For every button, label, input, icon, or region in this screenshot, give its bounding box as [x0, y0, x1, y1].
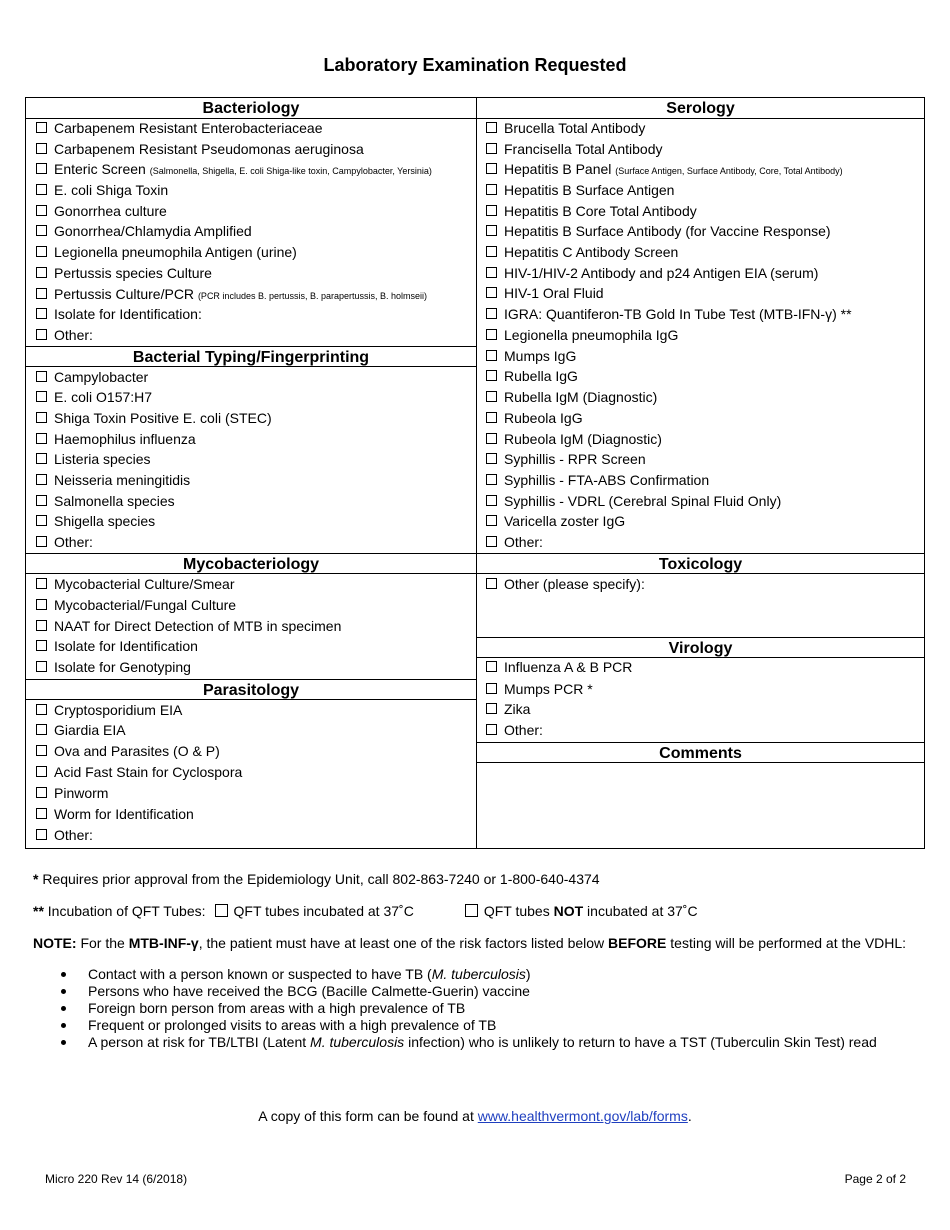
checkbox-icon[interactable]: [36, 246, 47, 257]
item-label: Syphillis - RPR Screen: [504, 451, 646, 467]
checkbox-icon[interactable]: [36, 453, 47, 464]
qft-label: Incubation of QFT Tubes:: [43, 903, 206, 919]
checkbox-icon[interactable]: [36, 474, 47, 485]
mycobacteriology-item[interactable]: [36, 657, 472, 677]
checkbox-icon[interactable]: [486, 433, 497, 444]
bacteriology-item[interactable]: [36, 304, 472, 324]
item-label: Cryptosporidium EIA: [54, 702, 183, 718]
copy-text: A copy of this form can be found at: [258, 1108, 478, 1124]
item-label: Hepatitis B Surface Antibody (for Vaccine Response): [504, 223, 831, 239]
parasitology-item[interactable]: [36, 741, 472, 761]
item-note: (Surface Antigen, Surface Antibody, Core, Total Antibody): [615, 166, 843, 176]
item-note: (Salmonella, Shigella, E. coli Shiga-like toxin, Campylobacter, Yersinia): [149, 166, 432, 176]
serology-item[interactable]: [486, 304, 921, 324]
checkbox-icon[interactable]: [486, 308, 497, 319]
bullet-text: Foreign born person from areas with a high prevalence of TB: [88, 1000, 466, 1016]
typing-item[interactable]: [36, 367, 472, 387]
list-item: [55, 1017, 877, 1034]
checkbox-icon[interactable]: [486, 724, 497, 735]
checkbox-icon[interactable]: [36, 640, 47, 651]
checkbox-icon[interactable]: [486, 350, 497, 361]
serology-item[interactable]: [486, 263, 921, 283]
serology-item[interactable]: [486, 283, 921, 303]
checkbox-icon[interactable]: [486, 474, 497, 485]
checkbox-icon[interactable]: [486, 287, 497, 298]
mycobacteriology-item[interactable]: [36, 616, 472, 636]
list-item: [55, 1000, 877, 1017]
item-label: HIV-1/HIV-2 Antibody and p24 Antigen EIA (serum): [504, 265, 819, 281]
parasitology-item[interactable]: [36, 825, 472, 845]
item-label: Mumps PCR *: [504, 681, 593, 697]
note-text-2: , the patient must have at least one of the risk factors listed below: [198, 935, 609, 951]
bacteriology-item[interactable]: [36, 201, 472, 221]
checkbox-icon[interactable]: [486, 225, 497, 236]
serology-item[interactable]: [486, 449, 921, 469]
item-label: Rubella IgM (Diagnostic): [504, 389, 658, 405]
item-label: Carbapenem Resistant Pseudomonas aeruginosa: [54, 141, 364, 157]
bullet-italic: M. tuberculosis: [431, 966, 526, 982]
bullet-text-end: infection) who is unlikely to return to have a TST (Tuberculin Skin Test) read: [404, 1034, 877, 1050]
item-label: Other (please specify):: [504, 576, 645, 592]
item-label: Francisella Total Antibody: [504, 141, 663, 157]
item-label: Gonorrhea/Chlamydia Amplified: [54, 223, 252, 239]
virology-item[interactable]: [486, 699, 921, 719]
bacteriology-item[interactable]: [36, 118, 472, 138]
item-label: Mumps IgG: [504, 348, 577, 364]
parasitology-item[interactable]: [36, 783, 472, 803]
checkbox-icon[interactable]: [36, 329, 47, 340]
bullet-text: Frequent or prolonged visits to areas with a high prevalence of TB: [88, 1017, 497, 1033]
checkbox-icon[interactable]: [486, 391, 497, 402]
approval-text: Requires prior approval from the Epidemiology Unit, call 802-863-7240 or 1-800-640-4374: [38, 871, 600, 887]
mycobacteriology-header: Mycobacteriology: [26, 553, 476, 574]
item-label: Worm for Identification: [54, 806, 194, 822]
typing-item[interactable]: [36, 449, 472, 469]
item-label: Enteric Screen: [54, 161, 146, 177]
qft-not-label-bold: NOT: [553, 903, 584, 919]
serology-header: Serology: [476, 98, 925, 119]
copy-notice: [0, 1108, 950, 1124]
item-label: Pertussis species Culture: [54, 265, 212, 281]
parasitology-item[interactable]: [36, 804, 472, 824]
checkbox-icon[interactable]: [486, 122, 497, 133]
typing-item[interactable]: [36, 470, 472, 490]
qft-footnote: [33, 903, 698, 919]
serology-item[interactable]: [486, 408, 921, 428]
note-text-1: For the: [76, 935, 129, 951]
note-paragraph: [33, 935, 906, 951]
item-label: Listeria species: [54, 451, 151, 467]
item-label: Hepatitis B Core Total Antibody: [504, 203, 697, 219]
checkbox-icon[interactable]: [486, 184, 497, 195]
mycobacteriology-item[interactable]: [36, 574, 472, 594]
checkbox-icon[interactable]: [486, 683, 497, 694]
checkbox-icon[interactable]: [486, 515, 497, 526]
checkbox-icon[interactable]: [36, 829, 47, 840]
qft-incubated-checkbox[interactable]: [215, 904, 228, 917]
list-item: [55, 1034, 877, 1051]
virology-item[interactable]: [486, 679, 921, 699]
item-label: NAAT for Direct Detection of MTB in specimen: [54, 618, 342, 634]
item-label: Pertussis Culture/PCR: [54, 286, 195, 302]
qft-not-label-pre: QFT tubes: [483, 903, 554, 919]
item-label: Zika: [504, 701, 531, 717]
item-label: Other:: [54, 827, 93, 843]
item-label: IGRA: Quantiferon-TB Gold In Tube Test (MTB-IFN-γ) **: [504, 306, 852, 322]
checkbox-icon[interactable]: [486, 267, 497, 278]
checkbox-icon[interactable]: [36, 515, 47, 526]
item-label: Rubeola IgM (Diagnostic): [504, 431, 662, 447]
item-note: (PCR includes B. pertussis, B. parapertussis, B. holmseii): [197, 291, 428, 301]
serology-item[interactable]: [486, 221, 921, 241]
checkbox-icon[interactable]: [36, 745, 47, 756]
item-label: HIV-1 Oral Fluid: [504, 285, 604, 301]
item-label: Isolate for Identification:: [54, 306, 202, 322]
checkbox-icon[interactable]: [36, 225, 47, 236]
bacteriology-item[interactable]: [36, 221, 472, 241]
item-label: Rubeola IgG: [504, 410, 583, 426]
item-label: Hepatitis B Surface Antigen: [504, 182, 675, 198]
checkbox-icon[interactable]: [36, 495, 47, 506]
item-label: Ova and Parasites (O & P): [54, 743, 220, 759]
bullet-icon: [61, 1040, 66, 1045]
typing-item[interactable]: [36, 511, 472, 531]
checkbox-icon[interactable]: [36, 599, 47, 610]
page-number: Page 2 of 2: [844, 1172, 906, 1186]
virology-item[interactable]: [486, 720, 921, 740]
bacteriology-item[interactable]: [36, 242, 472, 262]
note-label: NOTE:: [33, 935, 77, 951]
item-label: Haemophilus influenza: [54, 431, 196, 447]
item-label: Campylobacter: [54, 369, 149, 385]
item-label: Shigella species: [54, 513, 156, 529]
mycobacteriology-item[interactable]: [36, 636, 472, 656]
serology-item[interactable]: [486, 387, 921, 407]
bacteriology-item[interactable]: [36, 139, 472, 159]
bullet-italic: M. tuberculosis: [310, 1034, 405, 1050]
item-label: Carbapenem Resistant Enterobacteriaceae: [54, 120, 323, 136]
checkbox-icon[interactable]: [486, 536, 497, 547]
serology-item[interactable]: [486, 366, 921, 386]
checkbox-icon[interactable]: [36, 205, 47, 216]
right-column: [476, 98, 925, 848]
left-column: [26, 98, 477, 848]
checkbox-icon[interactable]: [486, 246, 497, 257]
serology-item[interactable]: [486, 159, 921, 179]
item-label: Syphillis - VDRL (Cerebral Spinal Fluid Only): [504, 493, 782, 509]
typing-item[interactable]: [36, 387, 472, 407]
typing-item[interactable]: [36, 491, 472, 511]
bacteriology-item[interactable]: [36, 284, 472, 304]
typing-header: Bacterial Typing/Fingerprinting: [26, 346, 476, 367]
serology-item[interactable]: [486, 532, 921, 552]
checkbox-icon[interactable]: [36, 433, 47, 444]
checkbox-icon[interactable]: [36, 661, 47, 672]
item-label: Isolate for Genotyping: [54, 659, 191, 675]
item-label: Shiga Toxin Positive E. coli (STEC): [54, 410, 272, 426]
checkbox-icon[interactable]: [486, 163, 497, 174]
checkbox-icon[interactable]: [36, 766, 47, 777]
checkbox-icon[interactable]: [486, 205, 497, 216]
checkbox-icon[interactable]: [36, 184, 47, 195]
checkbox-icon[interactable]: [36, 704, 47, 715]
item-label: Legionella pneumophila IgG: [504, 327, 679, 343]
item-label: Neisseria meningitidis: [54, 472, 191, 488]
parasitology-header: Parasitology: [26, 679, 476, 700]
virology-header: Virology: [476, 637, 925, 658]
mycobacteriology-item[interactable]: [36, 595, 472, 615]
serology-item[interactable]: [486, 201, 921, 221]
item-label: Legionella pneumophila Antigen (urine): [54, 244, 297, 260]
form-id: Micro 220 Rev 14 (6/2018): [45, 1172, 188, 1186]
parasitology-item[interactable]: [36, 720, 472, 740]
serology-item[interactable]: [486, 491, 921, 511]
item-label: Gonorrhea culture: [54, 203, 167, 219]
typing-item[interactable]: [36, 532, 472, 552]
note-text-3: testing will be performed at the VDHL:: [666, 935, 907, 951]
item-label: E. coli Shiga Toxin: [54, 182, 169, 198]
item-label: Rubella IgG: [504, 368, 578, 384]
checkbox-icon[interactable]: [486, 578, 497, 589]
checkbox-icon[interactable]: [36, 122, 47, 133]
checkbox-icon[interactable]: [36, 371, 47, 382]
checkbox-icon[interactable]: [486, 370, 497, 381]
checkbox-icon[interactable]: [36, 412, 47, 423]
item-label: Mycobacterial/Fungal Culture: [54, 597, 237, 613]
double-asterisk-mark: **: [33, 903, 44, 919]
serology-item[interactable]: [486, 242, 921, 262]
serology-item[interactable]: [486, 139, 921, 159]
note-bold-test: MTB-INF-γ: [128, 935, 199, 951]
asterisk-mark: *: [33, 871, 39, 887]
bacteriology-item[interactable]: [36, 325, 472, 345]
item-label: Other:: [504, 534, 543, 550]
bullet-icon: [61, 989, 66, 994]
checkbox-icon[interactable]: [36, 724, 47, 735]
page-title: Laboratory Examination Requested: [323, 55, 627, 75]
checkbox-icon[interactable]: [486, 329, 497, 340]
checkbox-icon[interactable]: [36, 808, 47, 819]
serology-item[interactable]: [486, 180, 921, 200]
bullet-text-end: ): [525, 966, 531, 982]
bacteriology-header: Bacteriology: [26, 98, 476, 119]
item-label: Mycobacterial Culture/Smear: [54, 576, 235, 592]
checkbox-icon[interactable]: [486, 453, 497, 464]
bacteriology-item[interactable]: [36, 180, 472, 200]
toxicology-item[interactable]: [486, 574, 921, 594]
checkbox-icon[interactable]: [36, 391, 47, 402]
bullet-icon: [61, 1006, 66, 1011]
serology-item[interactable]: [486, 325, 921, 345]
forms-link[interactable]: www.healthvermont.gov/lab/forms: [477, 1108, 688, 1124]
serology-item[interactable]: [486, 346, 921, 366]
toxicology-header: Toxicology: [476, 553, 925, 574]
note-bold-before: BEFORE: [608, 935, 667, 951]
item-label: Syphillis - FTA-ABS Confirmation: [504, 472, 710, 488]
checkbox-icon[interactable]: [36, 536, 47, 547]
item-label: Other:: [54, 534, 93, 550]
bullet-text: A person at risk for TB/LTBI (Latent: [88, 1034, 311, 1050]
item-label: Salmonella species: [54, 493, 175, 509]
serology-item[interactable]: [486, 470, 921, 490]
bacteriology-item[interactable]: [36, 159, 472, 179]
item-label: Pinworm: [54, 785, 109, 801]
item-label: Hepatitis C Antibody Screen: [504, 244, 679, 260]
bullet-icon: [61, 1023, 66, 1028]
qft-incubated-label: QFT tubes incubated at 37˚C: [233, 903, 414, 919]
parasitology-item[interactable]: [36, 700, 472, 720]
checkbox-icon[interactable]: [486, 143, 497, 154]
bacteriology-item[interactable]: [36, 263, 472, 283]
checkbox-icon[interactable]: [36, 620, 47, 631]
item-label: Other:: [504, 722, 543, 738]
virology-item[interactable]: [486, 657, 921, 677]
typing-item[interactable]: [36, 429, 472, 449]
checkbox-icon[interactable]: [36, 267, 47, 278]
checkbox-icon[interactable]: [486, 661, 497, 672]
list-item: [55, 983, 877, 1000]
qft-not-incubated-checkbox[interactable]: [465, 904, 478, 917]
item-label: Isolate for Identification: [54, 638, 198, 654]
item-label: Other:: [54, 327, 93, 343]
item-label: Brucella Total Antibody: [504, 120, 646, 136]
checkbox-icon[interactable]: [486, 412, 497, 423]
exam-grid: [25, 97, 925, 849]
bullet-icon: [61, 972, 66, 977]
serology-item[interactable]: [486, 118, 921, 138]
checkbox-icon[interactable]: [486, 703, 497, 714]
risk-factor-list: [55, 966, 877, 1051]
typing-item[interactable]: [36, 408, 472, 428]
checkbox-icon[interactable]: [36, 143, 47, 154]
checkbox-icon[interactable]: [486, 495, 497, 506]
copy-end: .: [687, 1108, 692, 1124]
serology-item[interactable]: [486, 511, 921, 531]
checkbox-icon[interactable]: [36, 787, 47, 798]
item-label: Varicella zoster IgG: [504, 513, 626, 529]
checkbox-icon[interactable]: [36, 578, 47, 589]
item-label: Hepatitis B Panel: [504, 161, 612, 177]
qft-not-label-post: incubated at 37˚C: [583, 903, 698, 919]
bullet-text: Persons who have received the BCG (Bacille Calmette-Guerin) vaccine: [88, 983, 530, 999]
list-item: [55, 966, 877, 983]
comments-header: Comments: [476, 742, 925, 763]
item-label: Giardia EIA: [54, 722, 126, 738]
item-label: Influenza A & B PCR: [504, 659, 633, 675]
parasitology-item[interactable]: [36, 762, 472, 782]
bullet-text: Contact with a person known or suspected to have TB (: [88, 966, 432, 982]
checkbox-icon[interactable]: [36, 288, 47, 299]
serology-item[interactable]: [486, 429, 921, 449]
approval-footnote: [33, 871, 600, 887]
item-label: Acid Fast Stain for Cyclospora: [54, 764, 243, 780]
item-label: E. coli O157:H7: [54, 389, 153, 405]
checkbox-icon[interactable]: [36, 308, 47, 319]
checkbox-icon[interactable]: [36, 163, 47, 174]
